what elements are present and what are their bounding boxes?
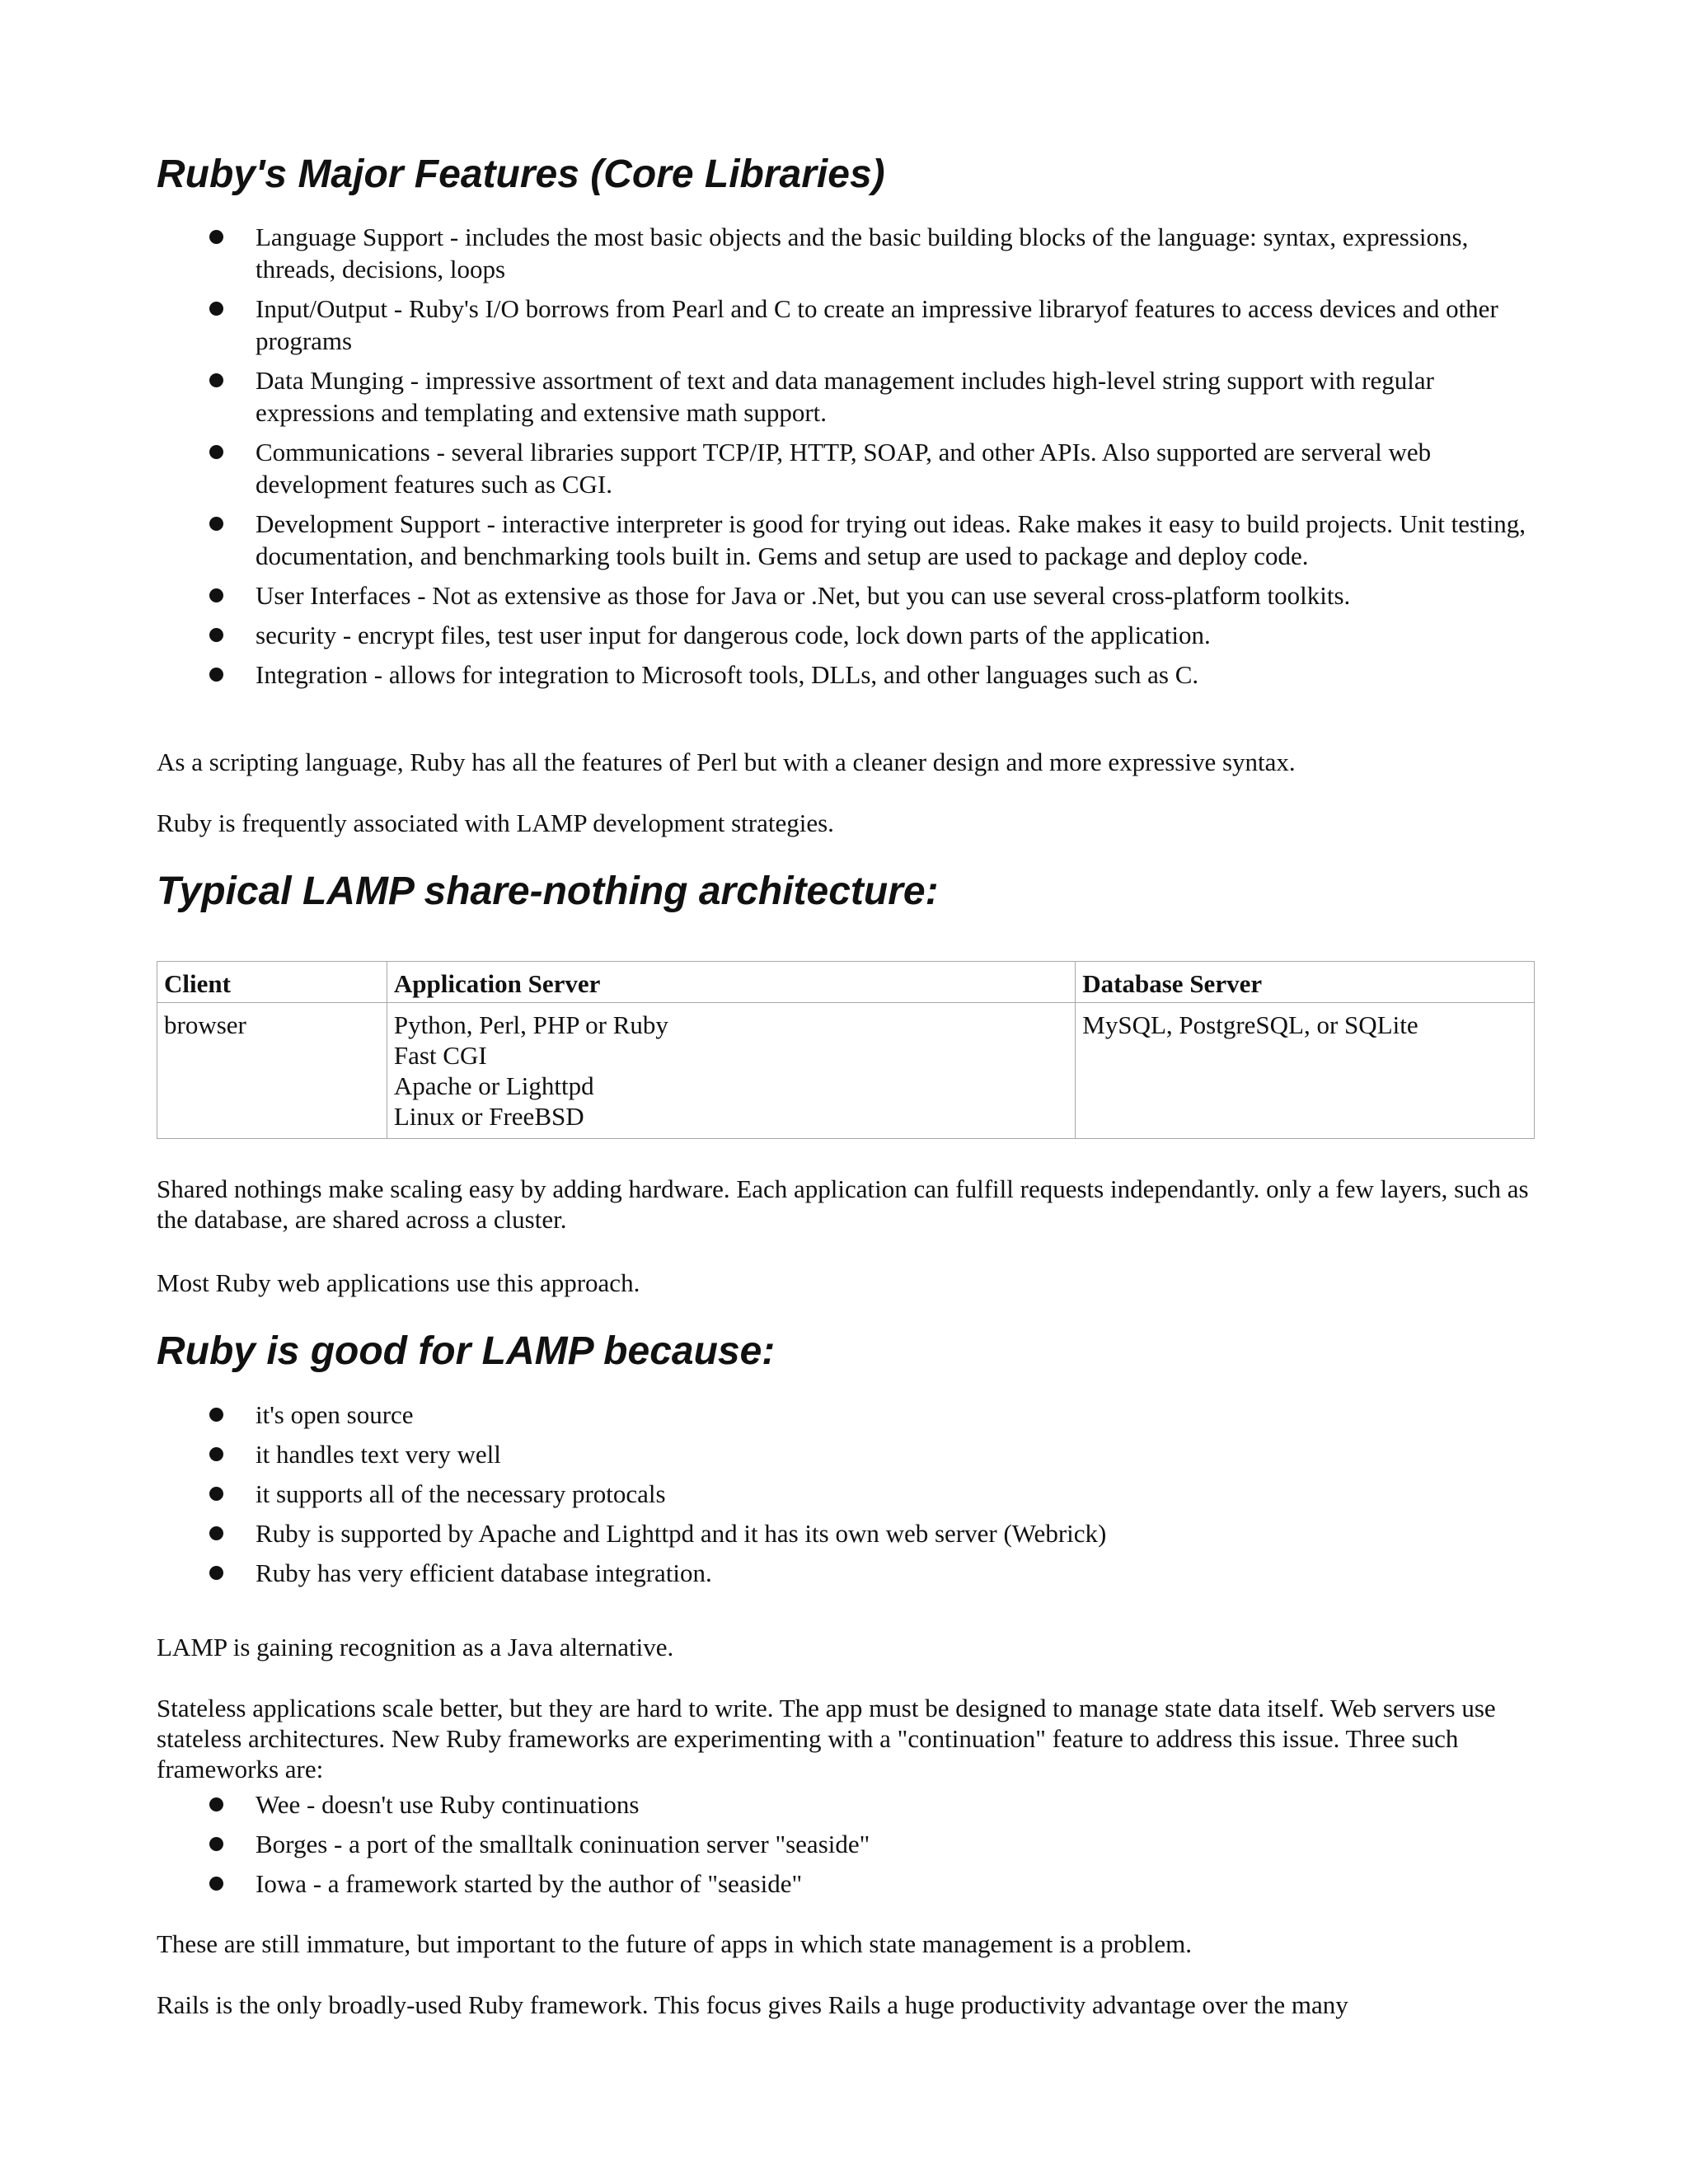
app-server-line: Apache or Lighttpd (393, 1071, 594, 1100)
bullet-icon (209, 1837, 223, 1851)
bullet-icon (209, 1877, 223, 1891)
bullet-icon (209, 588, 223, 602)
paragraph-lamp-java-alternative: LAMP is gaining recognition as a Java alternative. (157, 1633, 674, 1661)
header-database-server: Database Server (1076, 962, 1535, 1003)
header-client: Client (157, 962, 387, 1003)
lamp-reasons-list (157, 1399, 1541, 1596)
lamp-architecture-table (157, 961, 1535, 1139)
table-row (157, 1003, 1535, 1139)
paragraph-most-ruby-apps: Most Ruby web applications use this approach. (157, 1268, 640, 1297)
app-server-line: Linux or FreeBSD (393, 1102, 584, 1131)
list-item: Development Support - interactive interpreter is good for trying out ideas. Rake makes it easy to build projects. Unit testing, documentation, and benchmarking tools built in. Gems and setup are used to package and deploy code. (157, 508, 1541, 572)
list-item: User Interfaces - Not as extensive as those for Java or .Net, but you can use several cross-platform toolkits. (157, 579, 1541, 612)
list-item: Iowa - a framework started by the author of "seaside" (157, 1868, 1541, 1900)
heading-lamp-architecture: Typical LAMP share-nothing architecture: (157, 869, 939, 913)
paragraph-lamp-association: Ruby is frequently associated with LAMP development strategies. (157, 808, 834, 837)
header-application-server: Application Server (387, 962, 1075, 1003)
paragraph-stateless-applications: Stateless applications scale better, but they are hard to write. The app must be designed to manage state data itself. Web servers use stateless architectures. New Ruby frameworks are experimenting with a "continuation" feature to address this issue. Three such frameworks are: (157, 1694, 1496, 1783)
list-item: Data Munging - impressive assortment of text and data management includes high-level string support with regular expressions and templating and extensive math support. (157, 364, 1541, 429)
bullet-icon (209, 1447, 223, 1461)
features-list (157, 221, 1541, 698)
list-item: Integration - allows for integration to Microsoft tools, DLLs, and other languages such as C. (157, 658, 1541, 691)
bullet-icon (209, 1487, 223, 1501)
bullet-icon (209, 445, 223, 459)
bullet-icon (209, 1408, 223, 1422)
paragraph-shared-nothings: Shared nothings make scaling easy by adding hardware. Each application can fulfill requests independantly. only a few layers, such as the database, are shared across a cluster. (157, 1174, 1529, 1234)
bullet-icon (209, 668, 223, 682)
bullet-icon (209, 1797, 223, 1811)
bullet-icon (209, 373, 223, 387)
list-item: security - encrypt files, test user input for dangerous code, lock down parts of the application. (157, 619, 1541, 651)
heading-ruby-good-for-lamp: Ruby is good for LAMP because: (157, 1329, 776, 1373)
paragraph-still-immature: These are still immature, but important to the future of apps in which state management is a problem. (157, 1929, 1193, 1958)
table-header-row (157, 962, 1535, 1003)
paragraph-rails-framework: Rails is the only broadly-used Ruby framework. This focus gives Rails a huge productivity advantage over the many (157, 1990, 1348, 2019)
list-item: it supports all of the necessary protocals (157, 1478, 1541, 1510)
list-item: Ruby is supported by Apache and Lighttpd and it has its own web server (Webrick) (157, 1517, 1541, 1549)
list-item: Ruby has very efficient database integration. (157, 1557, 1541, 1589)
list-item: Wee - doesn't use Ruby continuations (157, 1788, 1541, 1821)
list-item: it's open source (157, 1399, 1541, 1431)
list-item: Communications - several libraries support TCP/IP, HTTP, SOAP, and other APIs. Also supported are serveral web development features such as CGI. (157, 436, 1541, 500)
cell-database-server: MySQL, PostgreSQL, or SQLite (1076, 1003, 1535, 1139)
bullet-icon (209, 517, 223, 531)
bullet-icon (209, 230, 223, 244)
bullet-icon (209, 628, 223, 642)
cell-client: browser (157, 1003, 387, 1139)
bullet-icon (209, 302, 223, 316)
bullet-icon (209, 1566, 223, 1580)
list-item: Borges - a port of the smalltalk coninuation server "seaside" (157, 1828, 1541, 1860)
bullet-icon (209, 1526, 223, 1540)
app-server-line: Python, Perl, PHP or Ruby (393, 1010, 668, 1039)
cell-application-server (387, 1003, 1075, 1139)
list-item: Language Support - includes the most basic objects and the basic building blocks of the language: syntax, expressions, threads, decisions, loops (157, 221, 1541, 285)
paragraph-scripting-language: As a scripting language, Ruby has all the features of Perl but with a cleaner design and more expressive syntax. (157, 748, 1296, 776)
heading-ruby-major-features: Ruby's Major Features (Core Libraries) (157, 152, 885, 196)
frameworks-list (157, 1788, 1541, 1907)
list-item: it handles text very well (157, 1438, 1541, 1470)
list-item: Input/Output - Ruby's I/O borrows from Pearl and C to create an impressive libraryof features to access devices and other programs (157, 293, 1541, 357)
app-server-line: Fast CGI (393, 1041, 487, 1070)
